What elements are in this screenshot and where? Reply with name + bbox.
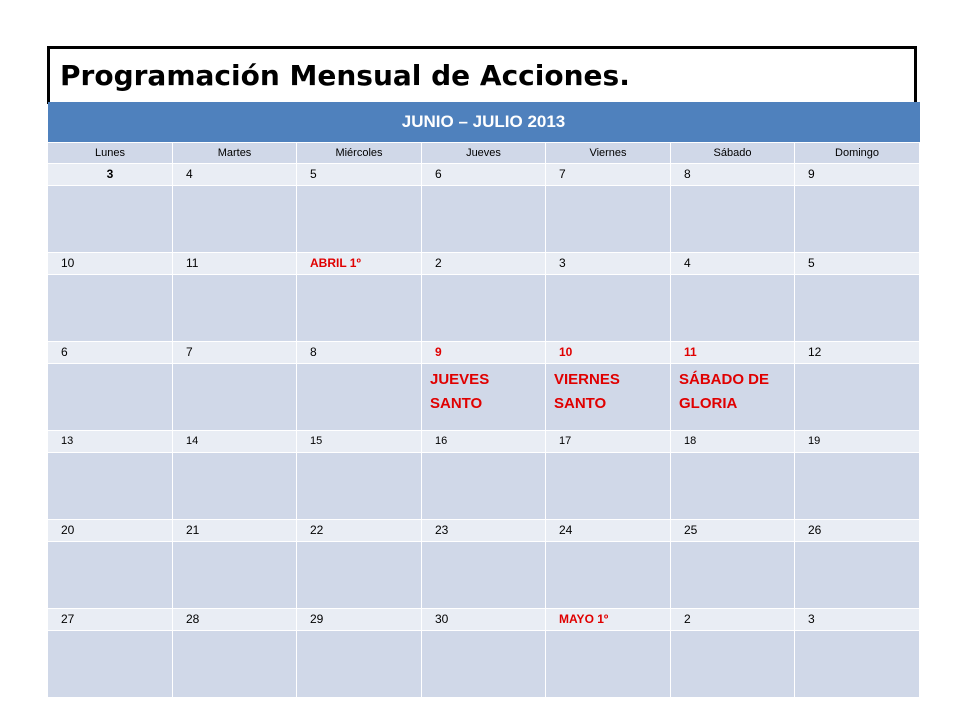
date-number: 9 — [795, 163, 920, 185]
date-number: 12 — [795, 341, 920, 363]
day-cell[interactable] — [422, 274, 546, 341]
date-number-highlight: 9 — [422, 341, 546, 363]
day-cell[interactable] — [297, 363, 422, 430]
day-cell[interactable] — [422, 630, 546, 697]
day-cell[interactable] — [671, 630, 795, 697]
day-cell[interactable] — [173, 185, 297, 252]
day-cell[interactable] — [173, 363, 297, 430]
date-number: 18 — [671, 430, 795, 452]
date-number: 5 — [795, 252, 920, 274]
day-cell[interactable] — [48, 630, 173, 697]
day-cell[interactable] — [671, 452, 795, 519]
day-label-saturday: Sábado — [671, 142, 795, 163]
day-cell[interactable] — [297, 274, 422, 341]
day-cell[interactable] — [671, 185, 795, 252]
date-number: 27 — [48, 608, 173, 630]
day-cell[interactable] — [48, 541, 173, 608]
date-number: 8 — [671, 163, 795, 185]
date-number-highlight: MAYO 1º — [546, 608, 671, 630]
event-jueves-santo: JUEVES SANTO — [430, 370, 490, 412]
date-number: 25 — [671, 519, 795, 541]
date-number: 3 — [48, 163, 173, 185]
date-number: 3 — [795, 608, 920, 630]
day-cell[interactable] — [173, 274, 297, 341]
page-title: Programación Mensual de Acciones. — [60, 59, 630, 92]
date-number: 23 — [422, 519, 546, 541]
date-number: 2 — [671, 608, 795, 630]
day-label-sunday: Domingo — [795, 142, 920, 163]
day-cell[interactable] — [422, 541, 546, 608]
date-number: 13 — [48, 430, 173, 452]
day-label-wednesday: Miércoles — [297, 142, 422, 163]
day-cell[interactable] — [422, 185, 546, 252]
day-cell[interactable] — [173, 630, 297, 697]
day-label-monday: Lunes — [48, 142, 173, 163]
date-number: 28 — [173, 608, 297, 630]
date-number: 30 — [422, 608, 546, 630]
day-cell[interactable] — [795, 452, 920, 519]
day-cell[interactable] — [671, 541, 795, 608]
day-cell[interactable] — [795, 274, 920, 341]
date-number: 24 — [546, 519, 671, 541]
date-number: 22 — [297, 519, 422, 541]
date-number: 8 — [297, 341, 422, 363]
day-cell[interactable] — [671, 274, 795, 341]
date-number: 20 — [48, 519, 173, 541]
date-number: 16 — [422, 430, 546, 452]
day-cell[interactable] — [795, 363, 920, 430]
date-number: 26 — [795, 519, 920, 541]
day-cell[interactable] — [48, 274, 173, 341]
day-cell[interactable] — [546, 452, 671, 519]
day-cell[interactable] — [546, 363, 671, 430]
day-cell[interactable] — [48, 185, 173, 252]
date-number-highlight: ABRIL 1º — [297, 252, 422, 274]
date-number: 4 — [671, 252, 795, 274]
day-cell[interactable] — [546, 274, 671, 341]
date-number: 2 — [422, 252, 546, 274]
title-box — [47, 46, 917, 104]
event-viernes-santo: VIERNES SANTO — [554, 370, 620, 412]
date-number-highlight: 10 — [546, 341, 671, 363]
calendar-header: JUNIO – JULIO 2013 — [48, 102, 920, 142]
day-cell[interactable] — [422, 452, 546, 519]
calendar-table — [47, 102, 920, 698]
date-number: 14 — [173, 430, 297, 452]
date-number: 17 — [546, 430, 671, 452]
day-label-thursday: Jueves — [422, 142, 546, 163]
day-cell[interactable] — [173, 452, 297, 519]
day-cell[interactable] — [297, 185, 422, 252]
day-cell[interactable] — [546, 541, 671, 608]
date-number: 7 — [546, 163, 671, 185]
date-number: 4 — [173, 163, 297, 185]
date-number: 29 — [297, 608, 422, 630]
date-number: 11 — [173, 252, 297, 274]
day-cell[interactable] — [795, 541, 920, 608]
date-number: 21 — [173, 519, 297, 541]
day-cell[interactable] — [297, 630, 422, 697]
day-cell[interactable] — [795, 630, 920, 697]
date-number: 3 — [546, 252, 671, 274]
date-number: 19 — [795, 430, 920, 452]
day-label-tuesday: Martes — [173, 142, 297, 163]
day-cell[interactable] — [173, 541, 297, 608]
date-number: 10 — [48, 252, 173, 274]
date-number: 15 — [297, 430, 422, 452]
date-number: 7 — [173, 341, 297, 363]
day-label-friday: Viernes — [546, 142, 671, 163]
day-cell[interactable] — [422, 363, 546, 430]
date-number-highlight: 11 — [671, 341, 795, 363]
day-cell[interactable] — [671, 363, 795, 430]
date-number: 5 — [297, 163, 422, 185]
day-cell[interactable] — [546, 630, 671, 697]
day-cell[interactable] — [48, 363, 173, 430]
day-cell[interactable] — [48, 452, 173, 519]
event-sabado-de-gloria: SÁBADO DE GLORIA — [679, 370, 770, 412]
day-cell[interactable] — [795, 185, 920, 252]
day-cell[interactable] — [546, 185, 671, 252]
date-number: 6 — [48, 341, 173, 363]
day-cell[interactable] — [297, 541, 422, 608]
date-number: 6 — [422, 163, 546, 185]
day-cell[interactable] — [297, 452, 422, 519]
